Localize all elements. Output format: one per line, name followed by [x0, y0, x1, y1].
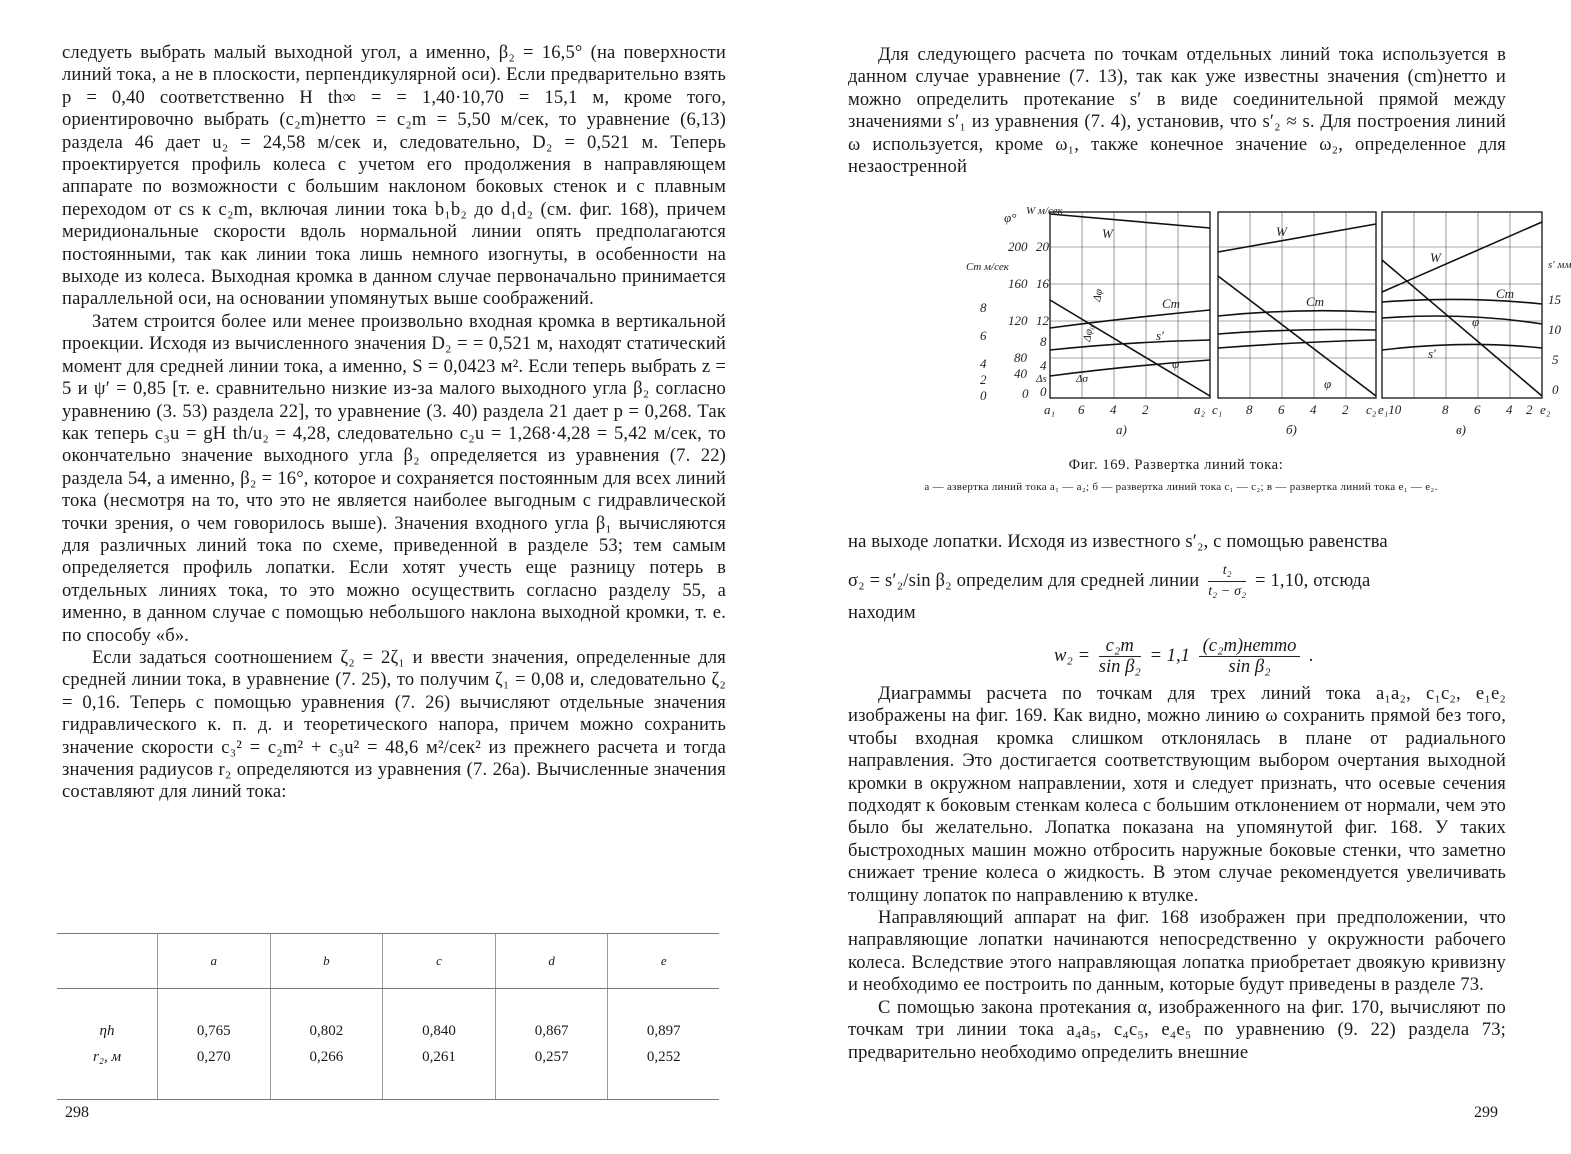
- table-row: [57, 989, 719, 1100]
- table-cell: 0,897 0,252: [608, 989, 719, 1100]
- svg-text:0: 0: [1022, 386, 1029, 401]
- mid-line-1: на выходе лопатки. Исходя из известного s′₂, с помощью равенства: [848, 531, 1388, 552]
- table-cell: 0,765 0,270: [158, 989, 271, 1100]
- phi-ticks: [1008, 239, 1029, 401]
- svg-text:80: 80: [1014, 350, 1027, 365]
- svg-text:5: 5: [1552, 352, 1559, 367]
- svg-text:2: 2: [1142, 402, 1149, 417]
- svg-text:c₁: c₁: [1212, 402, 1223, 417]
- curve-cm-label-a: Cm: [1162, 296, 1181, 311]
- panel-a: [1035, 212, 1210, 398]
- svg-text:8: 8: [980, 300, 987, 315]
- svg-text:160: 160: [1008, 276, 1028, 291]
- panel-b-letter: б): [1286, 422, 1297, 437]
- left-paragraph-1: следуеть выбрать малый выходной угол, а именно, β₂ = 16,5° (на поверхности линий тока, а не в плоскости, перпендикулярной оси). Если предварительно взять p = 0,40 соответственно H th∞ = = 1,40·10,70 = 15,1 м, кроме того, ориентировочно выбрать (c₂m)нетто = c₂m = 5,50 м/сек, то уравнение (6,13) раздела 46 дает u₂ = 24,58 м/сек и, следовательно, D₂ = 0,521 м. Теперь проектируется профиль колеса с учетом его продолжения в направляющем аппарате по возможности с большим наклоном боковых стенок и с плавным переходом от cs к c₂m, включая линии тока b₁b₂ до d₁d₂ (см. фиг. 168), причем меридиональные скорости вдоль нормальной линии опять предполагаются постоянными, так как линии тока лишь немного изогнуты, в особенности на выходе из колеса. Выходная кромка в данном случае первоначально принимается параллельной оси, на основании упомянутых выше соображений.: [62, 42, 726, 310]
- table-cell: 0,840 0,261: [383, 989, 496, 1100]
- svg-text:16: 16: [1036, 276, 1049, 291]
- cm-axis-label: Cm м/сек: [966, 261, 1009, 273]
- svg-text:200: 200: [1008, 239, 1028, 254]
- svg-text:6: 6: [1278, 402, 1285, 417]
- table-row-labels: [57, 989, 158, 1100]
- figure-169: [876, 200, 1571, 440]
- row-label-r2: r₂, м: [92, 1049, 122, 1065]
- right-bottom-text: [848, 683, 1506, 1064]
- table-header-cell: b: [270, 934, 383, 989]
- mid-line-2: σ₂ = s′₂/sin β₂ определим для средней линии $\frac{\text{t₂}}{\text{t₂ − σ₂}}$ = 1,10, отсюда: [848, 561, 1506, 602]
- curve-phi-label-c: φ: [1472, 314, 1480, 329]
- svg-text:4: 4: [1506, 402, 1513, 417]
- panel-c: [1382, 212, 1542, 398]
- svg-text:c₂: c₂: [1366, 402, 1377, 417]
- mid-line-3: находим: [848, 602, 916, 624]
- svg-text:e₁10: e₁10: [1378, 402, 1402, 417]
- panel-a-letter: а): [1116, 422, 1127, 437]
- left-paragraph-3: Если задаться соотношением ζ₂ = 2ζ₁ и ввести значения, определенные для средней линии тока, в уравнение (7. 25), то получим ζ₁ = 0,08 и, следовательно ζ₂ = 0,16. Теперь с помощью уравнения (7. 26) вычисляют отдельные значения гидравлического к. п. д. и теоретического напора, причем можно сохранить значение скорости c₃² = c₂m² + c₃u² = 48,6 м²/сек² из прежнего расчета и тогда значения радиусов r₂ определяются из уравнения (7. 26а). Вычисленные значения составляют для линий тока:: [62, 646, 726, 803]
- right-paragraph-3: С помощью закона протекания α, изображенного на фиг. 170, вычисляют по точкам три линии тока a₄a₅, c₄c₅, e₄e₅ по уравнению (9. 22) раздела 73; предварительно необходимо определить внешние: [848, 996, 1506, 1063]
- panel-b-x-ticks: [1212, 402, 1377, 417]
- svg-text:15: 15: [1548, 292, 1561, 307]
- svg-text:6: 6: [980, 328, 987, 343]
- panel-c-letter: в): [1456, 422, 1466, 437]
- table-header-cell: e: [608, 934, 719, 989]
- svg-text:20: 20: [1036, 239, 1049, 254]
- phi-axis-label: φ°: [1004, 210, 1017, 225]
- svg-text:0: 0: [1040, 384, 1047, 399]
- right-mid-text: [848, 531, 1506, 625]
- table-header-cell: c: [383, 934, 496, 989]
- table-header-row: [57, 934, 719, 989]
- table-header-cell: a: [158, 934, 271, 989]
- svg-text:8: 8: [1040, 334, 1047, 349]
- page-number-left: 298: [65, 1104, 89, 1121]
- svg-text:e₂: e₂: [1540, 402, 1551, 417]
- svg-text:4: 4: [1040, 358, 1047, 373]
- streamline-table: [57, 933, 719, 1100]
- svg-text:a₂: a₂: [1194, 402, 1206, 417]
- curve-w-label-a: W: [1102, 226, 1113, 241]
- s-axis-label: s′ мм: [1548, 259, 1571, 271]
- table-header-cell: [57, 934, 158, 989]
- delta-phi0-label: Δφ₀: [1081, 324, 1096, 343]
- delta-phi-label: Δφ: [1091, 288, 1106, 303]
- curve-w-label-b: W: [1276, 224, 1287, 239]
- figure-subcaption: а — азвертка линий тока a₁ — a₂; б — развертка линий тока c₁ — c₂; в — развертка линий тока e₁ — e₂.: [924, 481, 1438, 493]
- delta-sigma-label: Δσ: [1076, 373, 1088, 385]
- delta-s-label: Δs: [1036, 373, 1047, 385]
- table-header-cell: d: [495, 934, 608, 989]
- formula-fraction-1: $\frac{\text{c₂m}}{\text{sin β₂}}$: [1098, 635, 1141, 677]
- svg-text:2: 2: [1342, 402, 1349, 417]
- right-paragraph-2: Направляющий аппарат на фиг. 168 изображен при предположении, что направляющие лопатки начинаются непосредственно у окружности рабочего колеса. Вследствие этого направляющая лопатка приобретает двоякую кривизну и необходимо ее построить по данным, которые будут приведены в разделе 73.: [848, 907, 1506, 996]
- right-top-paragraph: Для следующего расчета по точкам отдельных линий тока используется в данном случае уравнение (7. 13), так как уже известны значения (cm)нетто и можно определить протекание s′ в виде соединительной прямой между значениями s′₁ из уравнения (7. 4), установив, что s′₂ ≈ s. Для построения линий ω используется, кроме ω₁, также конечное значение ω₂, определенное для незаостренной: [848, 44, 1506, 178]
- curve-s-label-a: s′: [1156, 328, 1164, 343]
- formula-w2: w₂ = $\frac{\text{c₂m}}{\text{sin β₂}}$ = 1,1 $\frac{\text{(c₂m)нетто}}{\text{sin β₂}}$ .: [1054, 635, 1314, 677]
- table-cell: 0,802 0,266: [270, 989, 383, 1100]
- svg-text:a₁: a₁: [1044, 402, 1056, 417]
- figure-caption: Фиг. 169. Развертка линий тока:: [1068, 457, 1284, 473]
- panel-a-x-ticks: [1044, 402, 1206, 417]
- right-page: [786, 0, 1571, 1154]
- curve-phi-label-a: φ: [1172, 356, 1180, 371]
- panel-c-x-ticks: [1378, 402, 1551, 417]
- svg-text:40: 40: [1014, 366, 1027, 381]
- svg-text:0: 0: [980, 388, 987, 403]
- right-paragraph-1: Диаграммы расчета по точкам для трех линий тока a₁a₂, c₁c₂, e₁e₂ изображены на фиг. 169. Как видно, можно линию ω сохранить прямой без того, чтобы входная кромка слишком отклонялась в плане от радиального направления. Это достигается соответствующим выбором очертания выходной кромки в окружном направлении, хотя и следует признать, что осевые сечения подходят к боковым стенкам колеса с большим отклонением от нормали, чем это было бы желательно. Лопатка показана на упомянутой фиг. 168. У таких быстроходных машин можно отбросить наружные боковые стенки, что заметно снижает трение колеса о жидкость. В этом случае рекомендуется увеличивать толщину лопаток по направлению к втулке.: [848, 683, 1506, 906]
- curve-s-label-c: s′: [1428, 346, 1436, 361]
- page-number-right: 299: [1474, 1104, 1498, 1121]
- left-page: [0, 0, 785, 1154]
- mid-fraction: $\frac{\text{t₂}}{\text{t₂ − σ₂}}$: [1208, 563, 1247, 600]
- svg-text:2: 2: [980, 372, 987, 387]
- svg-text:10: 10: [1548, 322, 1561, 337]
- w-axis-label: W м/сек: [1026, 205, 1063, 217]
- svg-text:6: 6: [1474, 402, 1481, 417]
- curve-w-label-c: W: [1430, 250, 1441, 265]
- svg-text:4: 4: [1310, 402, 1317, 417]
- s-ticks: [1548, 292, 1562, 397]
- formula-fraction-2: $\frac{\text{(c₂m)нетто}}{\text{sin β₂}}$: [1199, 636, 1301, 677]
- svg-text:8: 8: [1442, 402, 1449, 417]
- curve-phi-label-b: φ: [1324, 376, 1332, 391]
- row-label-eta: ηh: [99, 1023, 115, 1039]
- svg-text:12: 12: [1036, 313, 1049, 328]
- svg-text:6: 6: [1078, 402, 1085, 417]
- svg-text:8: 8: [1246, 402, 1253, 417]
- svg-text:0: 0: [1552, 382, 1559, 397]
- svg-text:4: 4: [980, 356, 987, 371]
- svg-text:4: 4: [1110, 402, 1117, 417]
- left-paragraph-2: Затем строится более или менее произвольно входная кромка в вертикальной проекции. Исходя из вычисленного значения D₂ = = 0,521 м, находят статический момент для средней линии тока, а именно, S = 0,0423 м². Если теперь выбрать z = 5 и ψ′ = 0,85 [т. е. сравнительно низкие из-за малого выходного угла β₂ согласно уравнению (3. 53) раздела 22], то уравнение (3. 40) раздела 21 дает p = 0,268. Так как теперь c₃u = gH th/u₂ = 4,28, следовательно c₂u = 1,268·4,28 = 5,42 м/сек, то окончательно значение выходного угла β₂ определяется из уравнения (7. 22) раздела 54, а именно, β₂ = 16°, которое и сохраняется постоянным для всех линий тока (несмотря на то, что это не является наиболее выгодным с гидравлической точки зрения, о чем говорилось выше). Значения входного угла β₁ вычисляются для различных линий тока по схеме, приведенной в разделе 53; тем самым определяется профиль лопатки. Если хотят учесть еще разницу потерь в отдельных линиях тока, то это можно осуществить согласно разделу 55, а именно, в данном случае с помощью небольшого наклона выходной кромки, т. е. по способу «б».: [62, 310, 726, 646]
- left-text-body: [62, 42, 726, 804]
- table-cell: 0,867 0,257: [495, 989, 608, 1100]
- svg-text:2: 2: [1526, 402, 1533, 417]
- panel-b: [1218, 212, 1376, 398]
- curve-cm-label-b: Cm: [1306, 294, 1325, 309]
- cm-ticks: [980, 300, 987, 403]
- curve-cm-label-c: Cm: [1496, 286, 1515, 301]
- svg-text:120: 120: [1008, 313, 1028, 328]
